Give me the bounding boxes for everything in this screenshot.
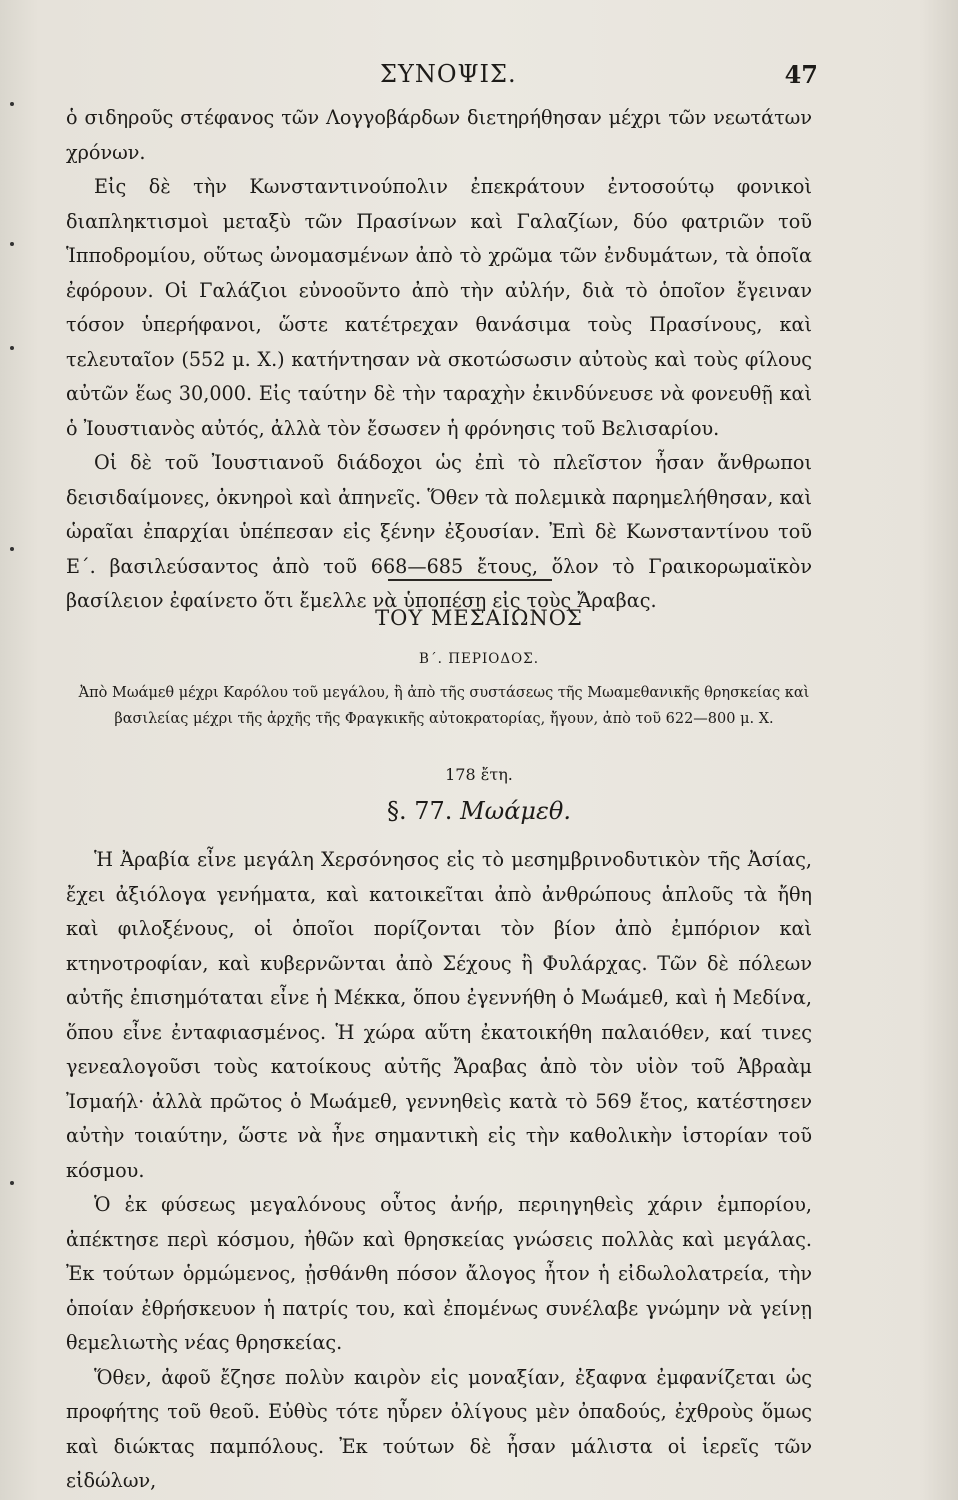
running-title: ΣΥΝΟΨΙΣ. [380, 60, 517, 88]
page-number: 47 [784, 60, 818, 89]
period-subtitle: Ἀπὸ Μωάμεθ μέχρι Καρόλου τοῦ μεγάλου, ἢ ἀπὸ τῆς συστάσεως τῆς Μωαμεθανικῆς θρησκείας καὶ βασιλείας μέχρι τῆς ἀρχῆς τῆς Φραγκικῆς αὐτοκρατορίας, ἤγουν, ἀπὸ τοῦ 622—800 μ. Χ. [78, 685, 810, 727]
period-label: Β΄. ΠΕΡΙΟΔΟΣ. [418, 651, 540, 667]
paragraph: Ὅθεν, ἀφοῦ ἔζησε πολὺν καιρὸν εἰς μοναξίαν, ἐξαφνα ἐμφανίζεται ὡς προφήτης τοῦ θεοῦ. Εὐθὺς τότε ηὗρεν ὀλίγους μὲν ὀπαδούς, ἐχθροὺς ὅμως καὶ διώκτας παμπόλους. Ἐκ τούτων δὲ ἦσαν μάλιστα οἱ ἱερεῖς τῶν εἰδώλων, [66, 1365, 812, 1492]
section-title: ΤΟΥ ΜΕΣΑΙΩΝΟΣ [375, 606, 583, 630]
paragraph: Ἡ Ἀραβία εἶνε μεγάλη Χερσόνησος εἰς τὸ μεσημβρινοδυτικὸν τῆς Ἀσίας, ἔχει ἀξιόλογα γενήματα, καὶ κατοικεῖται ἀπὸ ἀνθρώπους ἁπλοῦς τὰ ἤθη καὶ φιλοξένους, οἱ ὁποῖοι πορίζονται τὸν βίον ἀπὸ ἐμπόριον καὶ κτηνοτροφίαν, καὶ κυβερνῶνται ἀπὸ Σέχους ἢ Φυλάρχας. Τῶν δὲ πόλεων αὐτῆς ἐπισημόταται εἶνε ἡ Μέκκα, ὅπου ἐγεννήθη ὁ Μωάμεθ, καὶ ἡ Μεδίνα, ὅπου εἶνε ἐνταφιασμένος. Ἡ χώρα αὕτη ἐκατοικήθη παλαιόθεν, καί τινες γενεαλογοῦσι τοὺς κατοίκους αὐτῆς Ἄραβας ἀπὸ τὸν υἱὸν τοῦ Ἀβραὰμ Ἰσμαήλ· ἀλλὰ πρῶτος ὁ Μωάμεθ, γεννηθεὶς κατὰ τὸ 569 ἔτος, κατέστησεν αὐτὴν τοιαύτην, ὥστε νὰ ἦνε σημαντικὴ εἰς τὴν καθολικὴν ἱστορίαν τοῦ κόσμου. [66, 848, 812, 1182]
paragraph: Ὁ ἐκ φύσεως μεγαλόνους οὗτος ἀνήρ, περιηγηθεὶς χάριν ἐμπορίου, ἀπέκτησε περὶ κόσμου, ἠθῶν καὶ θρησκείας γνώσεις πολλὰς καὶ μεγάλας. Ἐκ τούτων ὁρμώμενος, ᾐσθάνθη πόσον ἄλογος ἦτον ἡ εἰδωλολατρεία, τὴν ὁποίαν ἐθρήσκευον ἡ πατρίς του, καὶ ἐπομένως συνέλαβε γνώμην νὰ γείνῃ θεμελιωτὴς νέας θρησκείας. [66, 1193, 812, 1354]
section-heading [0, 797, 958, 825]
section-number: §. 77. [387, 797, 453, 825]
intro-text [66, 101, 812, 619]
paragraph: Οἱ δὲ τοῦ Ἰουστιανοῦ διάδοχοι ὡς ἐπὶ τὸ πλεῖστον ἦσαν ἄνθρωποι δεισιδαίμονες, ὀκνηροὶ καὶ ἀπηνεῖς. Ὅθεν τὰ πολεμικὰ παρημελήθησαν, καὶ ὡραῖαι ἐπαρχίαι ὑπέπεσαν εἰς ξένην ἐξουσίαν. Ἐπὶ δὲ Κωνσταντίνου τοῦ Ε΄. βασιλεύσαντος ἀπὸ τοῦ 668—685 ἔτους, ὅλον τὸ Γραικορωμαϊκὸν βασίλειον ἐφαίνετο ὅτι ἔμελλε νὰ ὑποπέσῃ εἰς τοὺς Ἄραβας. [66, 451, 812, 612]
margin-speck [10, 102, 14, 106]
years-label: 178 ἔτη. [445, 765, 513, 784]
page-header [60, 60, 818, 100]
body-text [66, 843, 812, 1499]
paragraph: ὁ σιδηροῦς στέφανος τῶν Λογγοβάρδων διετηρήθησαν μέχρι τῶν νεωτάτων χρόνων. [66, 106, 812, 164]
section-divider [388, 579, 552, 581]
margin-speck [10, 1181, 14, 1185]
margin-speck [10, 346, 14, 350]
paragraph: Εἰς δὲ τὴν Κωνσταντινούπολιν ἐπεκράτουν ἐντοσούτῳ φονικοὶ διαπληκτισμοὶ μεταξὺ τῶν Πρασίνων καὶ Γαλαζίων, δύο φατριῶν τοῦ Ἱπποδρομίου, οὕτως ὠνομασμένων ἀπὸ τὸ χρῶμα τῶν ἐνδυμάτων, τὰ ὁποῖα ἐφόρουν. Οἱ Γαλάζιοι εὐνοοῦντο ἀπὸ τὴν αὐλήν, διὰ τὸ ὁποῖον ἔγειναν τόσον ὑπερήφανοι, ὥστε κατέτρεχαν θανάσιμα τοὺς Πρασίνους, καὶ τελευταῖον (552 μ. Χ.) κατήντησαν νὰ σκοτώσωσιν αὐτοὺς καὶ τοὺς φίλους αὐτῶν ἕως 30,000. Εἰς ταύτην δὲ τὴν ταραχὴν ἐκινδύνευσε νὰ φονευθῇ καὶ ὁ Ἰουστιανὸς αὐτός, ἀλλὰ τὸν ἔσωσεν ἡ φρόνησις τοῦ Βελισαρίου. [66, 175, 812, 440]
margin-speck [10, 547, 14, 551]
margin-speck [10, 242, 14, 246]
section-name: Μωάμεθ. [460, 797, 571, 825]
